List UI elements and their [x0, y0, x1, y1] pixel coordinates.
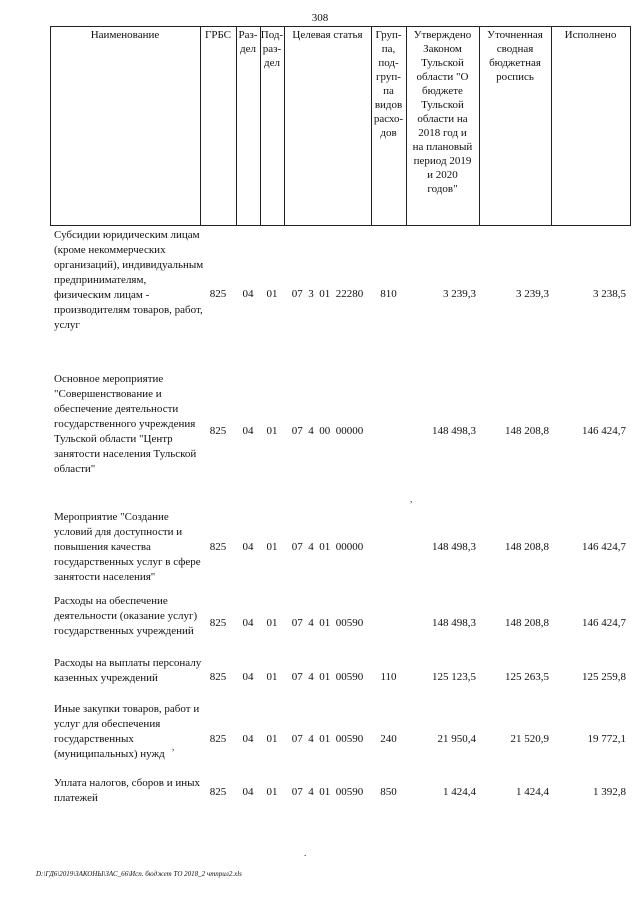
cell-razdel: 04	[242, 671, 254, 683]
cell-executed: 146 424,7	[582, 541, 626, 553]
column-header-podrazdel: Под- раз- дел	[260, 29, 284, 69]
cell-approved: 148 498,3	[432, 617, 476, 629]
cell-group: 110	[380, 671, 397, 683]
cell-grbs: 825	[209, 617, 227, 629]
column-header-revised: Уточненная сводная бюджетная роспись	[487, 29, 543, 83]
cell-razdel: 04	[242, 786, 254, 798]
scan-mark: ,	[172, 742, 175, 752]
header-bottom-border	[50, 225, 630, 226]
cell-approved: 3 239,3	[443, 288, 476, 300]
column-header-executed: Исполнено	[564, 29, 617, 41]
cell-podrazdel: 01	[266, 671, 278, 683]
cell-target: 07 4 01 00000	[291, 541, 364, 553]
cell-razdel: 04	[242, 541, 254, 553]
column-header-grbs: ГРБС	[204, 29, 232, 41]
cell-revised: 148 208,8	[505, 541, 549, 553]
cell-revised: 1 424,4	[516, 786, 549, 798]
column-divider	[284, 26, 285, 226]
cell-target: 07 4 01 00590	[291, 733, 364, 745]
row-name: Уплата налогов, сборов и иных платежей	[54, 777, 201, 804]
cell-approved: 125 123,5	[432, 671, 476, 683]
cell-podrazdel: 01	[266, 617, 278, 629]
cell-podrazdel: 01	[266, 425, 278, 437]
cell-approved: 148 498,3	[432, 541, 476, 553]
cell-grbs: 825	[209, 671, 227, 683]
cell-group: 850	[380, 786, 397, 798]
cell-grbs: 825	[209, 288, 227, 300]
scan-mark: ,	[410, 494, 413, 504]
cell-revised: 148 208,8	[505, 425, 549, 437]
cell-executed: 1 392,8	[593, 786, 626, 798]
footer-file-path: D:\ГД6\2019\ЗАКОНЫ\ЗАС_66\Исп. бюджет ТО 2018_2 чтприл2.xls	[36, 870, 242, 878]
cell-target: 07 4 01 00590	[291, 671, 364, 683]
cell-approved: 148 498,3	[432, 425, 476, 437]
cell-razdel: 04	[242, 733, 254, 745]
cell-revised: 21 520,9	[510, 733, 549, 745]
cell-podrazdel: 01	[266, 288, 278, 300]
row-name: Иные закупки товаров, работ и услуг для обеспечения государственных (муниципальных) нужд	[54, 703, 200, 760]
cell-razdel: 04	[242, 425, 254, 437]
column-header-target: Целевая статья	[292, 29, 363, 41]
column-divider	[236, 26, 237, 226]
column-header-razdel: Раз- дел	[238, 29, 258, 55]
cell-group: 810	[380, 288, 397, 300]
cell-revised: 125 263,5	[505, 671, 549, 683]
table-top-border	[50, 26, 630, 27]
cell-razdel: 04	[242, 617, 254, 629]
row-name: Основное мероприятие "Совершенствование и обеспечение деятельности государственного учреждения Тульской области "Центр занятости населения Тульской области"	[54, 373, 197, 475]
cell-approved: 21 950,4	[437, 733, 476, 745]
cell-executed: 146 424,7	[582, 617, 626, 629]
scan-mark: .	[304, 848, 307, 858]
column-header-name: Наименование	[90, 29, 160, 41]
cell-target: 07 4 00 00000	[291, 425, 364, 437]
cell-executed: 146 424,7	[582, 425, 626, 437]
column-header-approved: Утверждено Законом Тульской области "О бюджете Тульской области на 2018 год и на плановый период 2019 и 2020 годов"	[412, 29, 473, 195]
cell-grbs: 825	[209, 541, 227, 553]
row-name: Мероприятие "Создание условий для доступности и повышения качества государственных услуг в сфере занятости населения"	[54, 511, 201, 583]
column-divider	[50, 26, 51, 226]
cell-executed: 125 259,8	[582, 671, 626, 683]
cell-razdel: 04	[242, 288, 254, 300]
row-name: Расходы на выплаты персоналу казенных учреждений	[54, 657, 202, 684]
cell-revised: 148 208,8	[505, 617, 549, 629]
cell-podrazdel: 01	[266, 541, 278, 553]
page-number: 308	[311, 12, 329, 24]
column-divider	[200, 26, 201, 226]
column-header-group: Груп- па, под- груп- па видов расхо- дов	[373, 29, 404, 139]
cell-grbs: 825	[209, 733, 227, 745]
row-name: Расходы на обеспечение деятельности (оказание услуг) государственных учреждений	[54, 595, 198, 637]
cell-revised: 3 239,3	[516, 288, 549, 300]
cell-target: 07 4 01 00590	[291, 617, 364, 629]
column-divider	[630, 26, 631, 226]
cell-podrazdel: 01	[266, 786, 278, 798]
cell-target: 07 4 01 00590	[291, 786, 364, 798]
cell-approved: 1 424,4	[443, 786, 476, 798]
cell-executed: 3 238,5	[593, 288, 626, 300]
cell-group: 240	[380, 733, 397, 745]
cell-grbs: 825	[209, 425, 227, 437]
cell-target: 07 3 01 22280	[291, 288, 364, 300]
column-divider	[551, 26, 552, 226]
row-name: Субсидии юридическим лицам (кроме некоммерческих организаций), индивидуальным предпринимателям, физическим лицам - производителям товаров, работ, услуг	[54, 229, 204, 331]
cell-podrazdel: 01	[266, 733, 278, 745]
cell-grbs: 825	[209, 786, 227, 798]
cell-executed: 19 772,1	[587, 733, 626, 745]
